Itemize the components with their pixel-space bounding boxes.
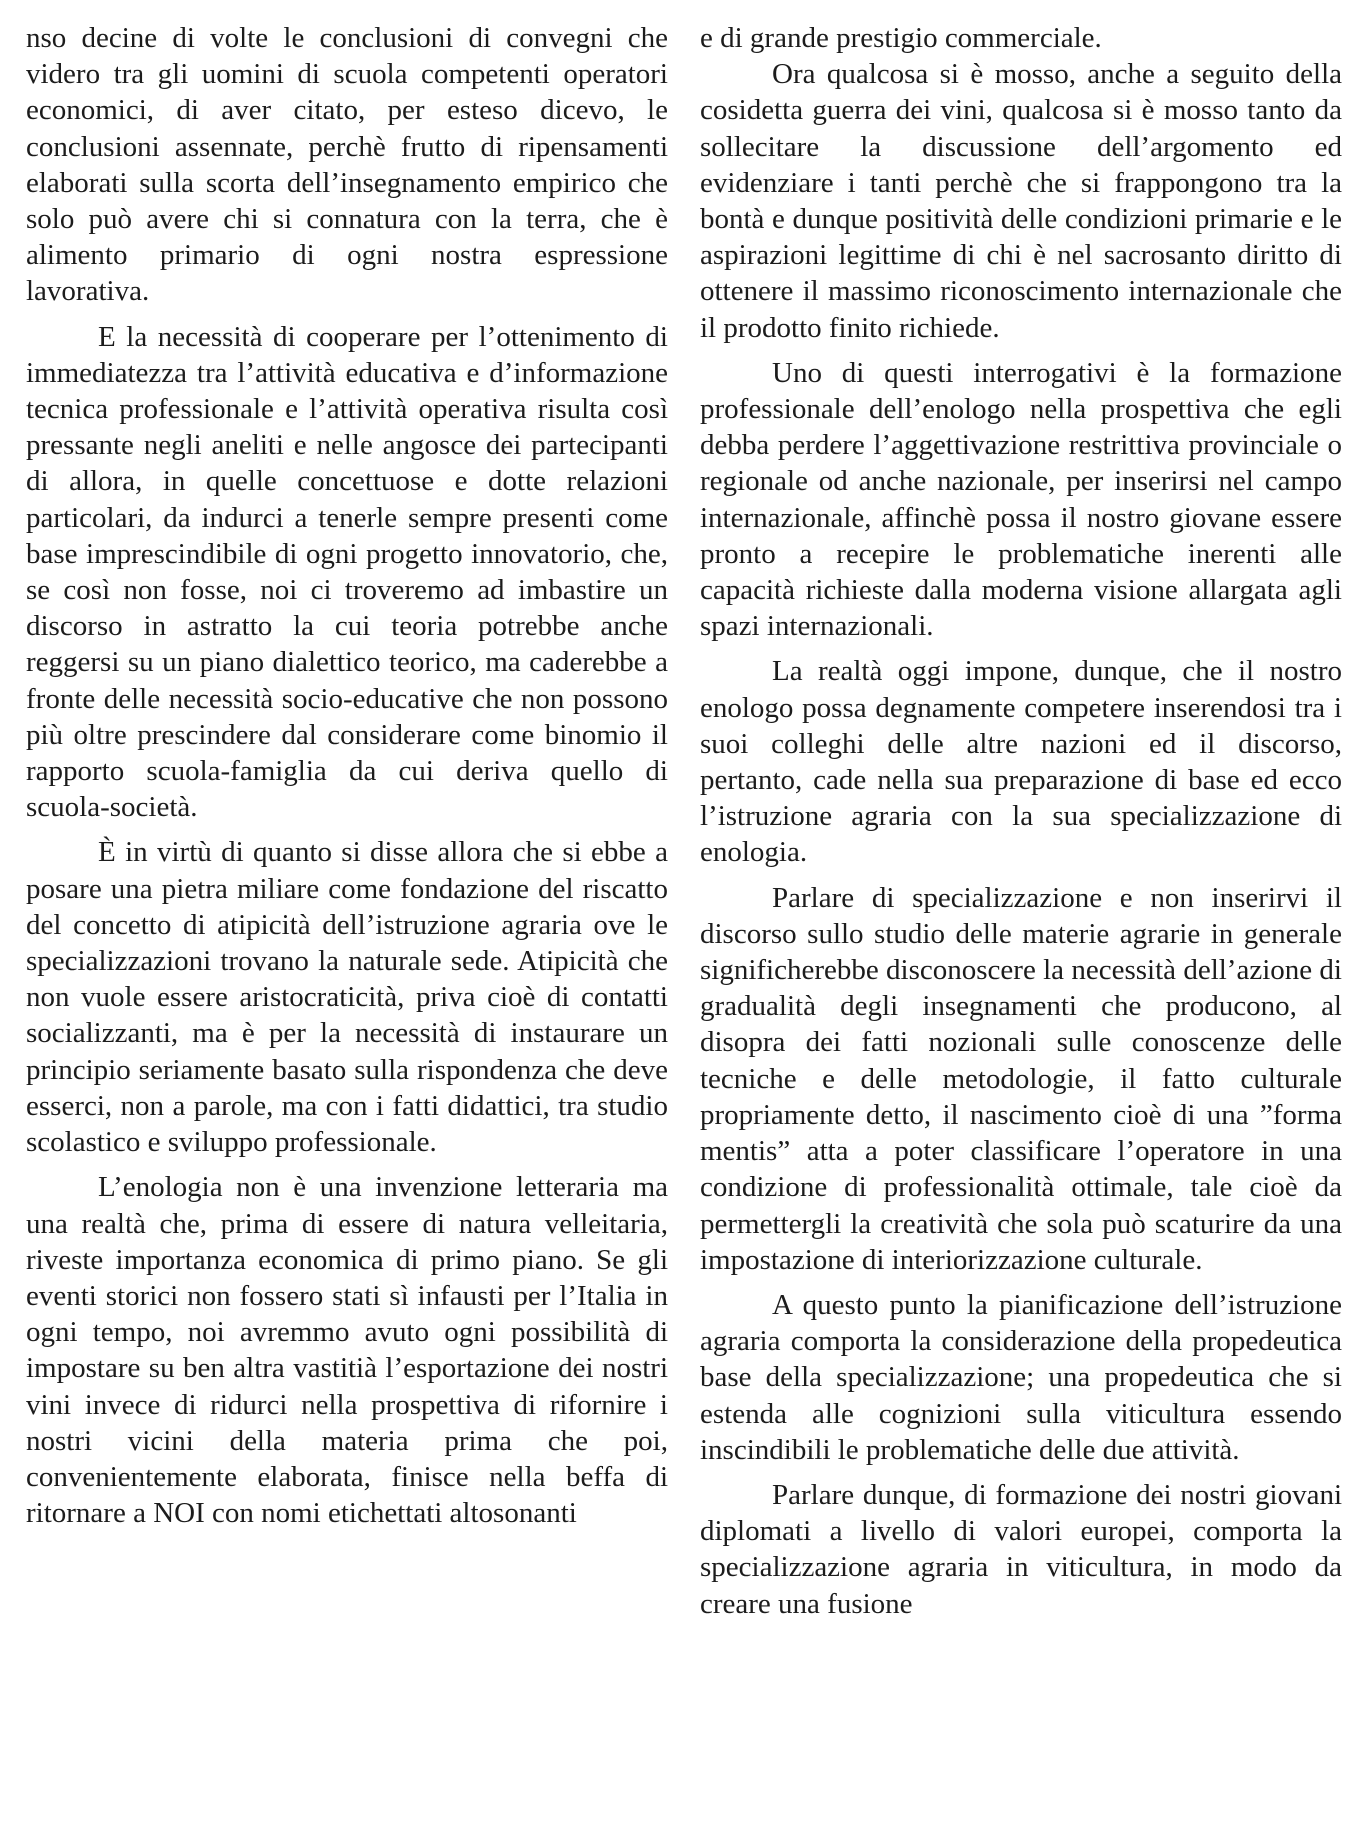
paragraph: nso decine di volte le conclusioni di convegni che videro tra gli uomini di scuola competenti operatori economici, di aver citato, per esteso dicevo, le conclusioni assennate, perchè frutto di ripensamenti elaborati sulla scorta dell’insegnamento empirico che solo può avere chi si connatura con la terra, che è alimento primario di ogni nostra espressione lavorativa. xyxy=(26,22,668,308)
right-text-column xyxy=(700,20,1342,1622)
paragraph: E la necessità di cooperare per l’ottenimento di immediatezza tra l’attività educativa e d’informazione tecnica professionale e l’attività operativa risulta così pressante negli aneliti e nelle angosce dei partecipanti di allora, in quelle concettuose e dotte relazioni particolari, da indurci a tenerle sempre presenti come base imprescindibile di ogni progetto innovatorio, che, se così non fosse, noi ci troveremo ad imbastire un discorso in astratto la cui teoria potrebbe anche reggersi su un piano dialettico teorico, ma caderebbe a fronte delle necessità socio-educative che non possono più oltre prescindere dal considerare come binomio il rapporto scuola-famiglia da cui deriva quello di scuola-società. xyxy=(26,320,668,824)
left-text-column xyxy=(26,20,668,1531)
paragraph: La realtà oggi impone, dunque, che il nostro enologo possa degnamente competere inserendosi tra i suoi colleghi delle altre nazioni ed il discorso, pertanto, cade nella sua preparazione di base ed ecco l’istruzione agraria con la sua specializzazione di enologia. xyxy=(700,655,1342,869)
paragraph: L’enologia non è una invenzione letteraria ma una realtà che, prima di essere di natura velleitaria, riveste importanza economica di primo piano. Se gli eventi storici non fossero stati sì infausti per l’Italia in ogni tempo, noi avremmo avuto ogni possibilità di impostare su ben altra vastitià l’esportazione dei nostri vini invece di ridurci nella prospettiva di rifornire i nostri vicini della materia prima che poi, convenientemente elaborata, finisce nella beffa di ritornare a NOI con nomi etichettati altosonanti xyxy=(26,1171,668,1530)
paragraph: Parlare di specializzazione e non inserirvi il discorso sullo studio delle materie agrarie in generale significherebbe disconoscere la necessità dell’azione di gradualità degli insegnamenti che producono, al disopra dei fatti nozionali sulle conoscenze delle tecniche e delle metodologie, il fatto culturale propriamente detto, il nascimento cioè di una ”forma mentis” atta a poter classificare l’operatore in una condizione di professionalità ottimale, tale cioè da permettergli la creatività che sola può scaturire da una impostazione di interiorizzazione culturale. xyxy=(700,881,1342,1276)
paragraph: È in virtù di quanto si disse allora che si ebbe a posare una pietra miliare come fondazione del riscatto del concetto di atipicità dell’istruzione agraria ove le specializzazioni trovano la naturale sede. Atipicità che non vuole essere aristocraticità, priva cioè di contatti socializzanti, ma è per la necessità di instaurare un principio seriamente basato sulla rispondenza che deve esserci, non a parole, ma con i fatti didattici, tra studio scolastico e sviluppo professionale. xyxy=(26,836,668,1159)
paragraph: Ora qualcosa si è mosso, anche a seguito della cosidetta guerra dei vini, qualcosa si è mosso tanto da sollecitare la discussione dell’argomento ed evidenziare i tanti perchè che si frappongono tra la bontà e dunque positività delle condizioni primarie e le aspirazioni legittime di chi è nel sacrosanto diritto di ottenere il massimo riconoscimento internazionale che il prodotto finito richiede. xyxy=(700,58,1342,344)
paragraph: A questo punto la pianificazione dell’istruzione agraria comporta la considerazione della propedeutica base della specializzazione; una propedeutica che si estenda alle cognizioni sulla viticultura essendo inscindibili le problematiche delle due attività. xyxy=(700,1288,1342,1466)
paragraph: Parlare dunque, di formazione dei nostri giovani diplomati a livello di valori europei, comporta la specializzazione agraria in viticultura, in modo da creare una fusione xyxy=(700,1478,1342,1620)
paragraph: Uno di questi interrogativi è la formazione professionale dell’enologo nella prospettiva che egli debba perdere l’aggettivazione restrittiva provinciale o regionale od anche nazionale, per inserirsi nel campo internazionale, affinchè possa il nostro giovane essere pronto a recepire le problematiche inerenti alle capacità richieste dalla moderna visione allargata agli spazi internazionali. xyxy=(700,356,1342,643)
paragraph: e di grande prestigio commerciale. xyxy=(700,22,1102,54)
